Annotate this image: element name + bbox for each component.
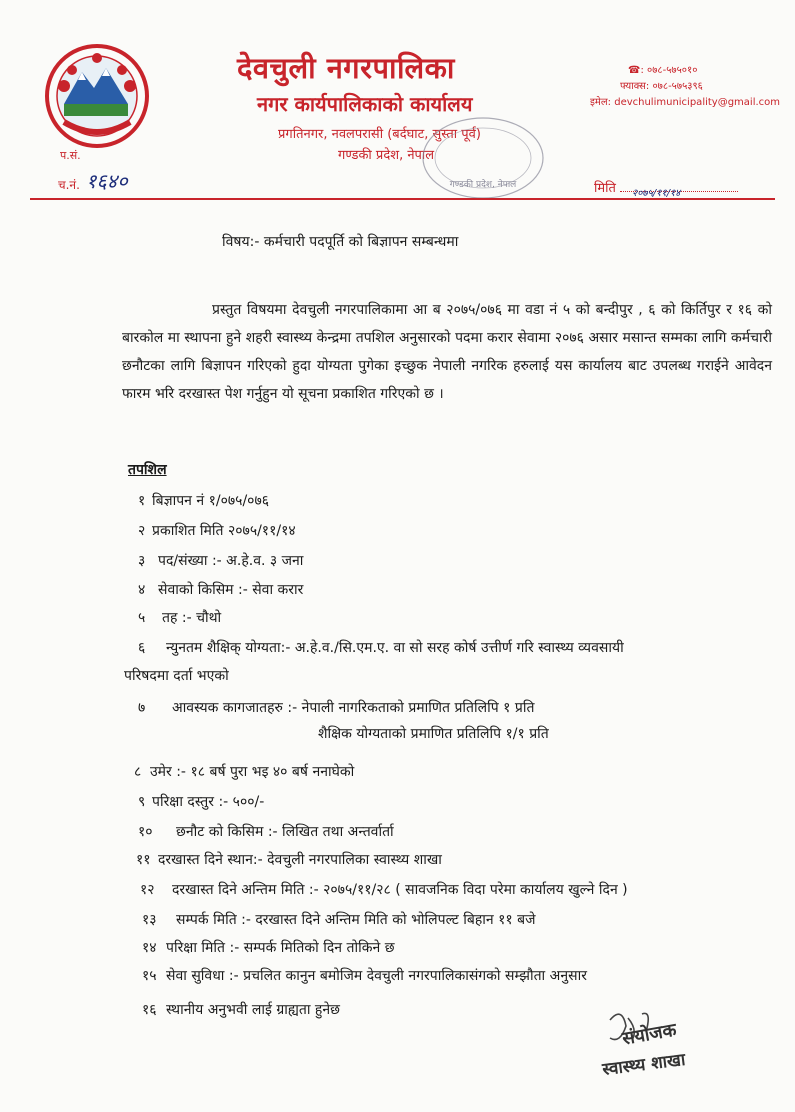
item-text: परिक्षा दस्तुर :- ५००/-	[152, 794, 265, 810]
signatory-title: संयोजक	[620, 1019, 678, 1050]
subject-line: विषय:- कर्मचारी पदपूर्ति को बिज्ञापन सम्बन्धमा	[222, 234, 459, 250]
item-number: १५	[142, 968, 157, 984]
item-text: सेवा सुविधा :- प्रचलित कानुन बमोजिम देवचुली नगरपालिकासंगको सम्झौता अनुसार	[166, 968, 587, 984]
item-text-continued: शैक्षिक योग्यताको प्रमाणित प्रतिलिपि १/१ प्रति	[318, 726, 549, 742]
item-text: सम्पर्क मिति :- दरखास्त दिने अन्तिम मिति को भोलिपल्ट बिहान ११ बजे	[176, 912, 536, 928]
dispatch-number-value: १६४०	[86, 169, 128, 193]
item-number: १	[138, 493, 146, 509]
item-number: ५	[138, 610, 146, 626]
item-number: ९	[138, 794, 146, 810]
item-text: न्युनतम शैक्षिक् योग्यता:- अ.हे.व./सि.एम.ए. वा सो सरह कोर्ष उत्तीर्ण गरि स्वास्थ्य व्यवसायी	[166, 640, 624, 656]
details-heading: तपशिल	[128, 462, 167, 478]
item-text: उमेर :- १८ बर्ष पुरा भइ ४० बर्ष ननाघेको	[150, 764, 355, 780]
item-number: ४	[138, 582, 146, 598]
item-text: पद/संख्या :- अ.हे.व. ३ जना	[158, 553, 304, 569]
letterhead-divider	[30, 198, 775, 200]
municipality-logo-emblem	[42, 42, 152, 150]
item-number: ७	[138, 700, 146, 716]
body-paragraph: प्रस्तुत विषयमा देवचुली नगरपालिकामा आ ब २०७५/०७६ मा वडा नं ५ को बन्दीपुर , ६ को किर्तिपुर र १६ को बारकोल मा स्थापना हुने शहरी स्वास्थ्य केन्द्रमा तपशिल अनुसारको पदमा करार सेवामा २०७६ असार मसान्त सम्मका लागि कर्मचारी छनौटका लागि बिज्ञापन गरिएको हुदा योग्यता पुगेका इच्छुक नेपाली नगरिक हरुलाई यस कार्यालय बाट उपलब्ध गराईने आवेदन फारम भरि दरखास्त पेश गर्नुहुन यो सूचना प्रकाशित गरिएको छ ।	[122, 302, 772, 402]
item-number: १२	[140, 882, 155, 898]
item-number: ८	[134, 764, 142, 780]
item-text: स्थानीय अनुभवी लाई ग्राह्यता हुनेछ	[166, 1002, 340, 1018]
item-number: १३	[142, 912, 157, 928]
date-label: मिति	[594, 181, 616, 196]
item-text: दरखास्त दिने अन्तिम मिति :- २०७५/११/२८ ( सावजनिक विदा परेमा कार्यालय खुल्ने दिन )	[172, 882, 628, 898]
item-text: आवस्यक कागजातहरु :- नेपाली नागरिकताको प्रमाणित प्रतिलिपि १ प्रति	[172, 700, 535, 716]
item-number: ६	[138, 640, 146, 656]
signatory-department: स्वास्थ्य शाखा	[601, 1049, 687, 1080]
item-number: १६	[142, 1002, 157, 1018]
item-text: बिज्ञापन नं १/०७५/०७६	[152, 493, 270, 509]
item-number: १४	[142, 940, 157, 956]
item-number: ११	[136, 852, 151, 868]
item-text: छनौट को किसिम :- लिखित तथा अन्तर्वार्ता	[176, 824, 394, 840]
date-value: २०७५/११/१४	[632, 188, 681, 199]
item-text: प्रकाशित मिति २०७५/११/१४	[152, 523, 296, 539]
office-stamp	[418, 112, 548, 204]
item-number: १०	[138, 824, 153, 840]
item-text-continued: परिषदमा दर्ता भएको	[124, 668, 229, 684]
item-text: सेवाको किसिम :- सेवा करार	[158, 582, 304, 598]
office-name: नगर कार्यपालिकाको कार्यालय	[257, 92, 473, 116]
item-number: २	[138, 523, 146, 539]
item-text: तह :- चौथो	[162, 610, 222, 626]
email-address: इमेल: devchulimunicipality@gmail.com	[590, 97, 781, 108]
reference-label: प.सं.	[60, 149, 81, 162]
item-text: परिक्षा मिति :- सम्पर्क मितिको दिन तोकिने छ	[166, 940, 395, 956]
item-text: दरखास्त दिने स्थान:- देवचुली नगरपालिका स्वास्थ्य शाखा	[158, 852, 442, 868]
organization-name: देवचुली नगरपालिका	[237, 51, 455, 85]
svg-text:गण्डकी प्रदेश, नेपाल: गण्डकी प्रदेश, नेपाल	[449, 180, 517, 190]
item-number: ३	[138, 553, 146, 569]
dispatch-number-label: च.नं.	[58, 178, 80, 192]
phone-number: ☎: ०७८-५७५०१०	[628, 65, 698, 76]
fax-number: फ्याक्स: ०७८-५७५३९६	[620, 81, 703, 92]
address-line-2: गण्डकी प्रदेश, नेपाल	[338, 148, 435, 163]
address-line-1: प्रगतिनगर, नवलपरासी (बर्दघाट, सुस्ता पूर्व)	[278, 127, 481, 142]
